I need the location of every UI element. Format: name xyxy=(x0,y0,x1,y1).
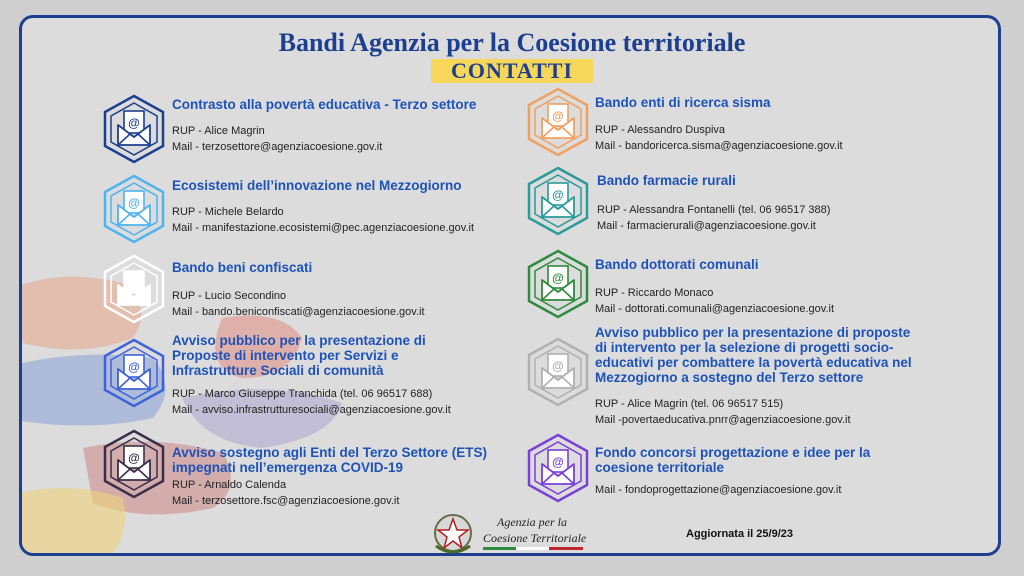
card-title: Ecosistemi dell’innovazione nel Mezzogiorno xyxy=(172,178,462,193)
mail-envelope-icon xyxy=(524,432,592,504)
card-rup: RUP - Alessandro Duspiva xyxy=(595,124,726,136)
card-rup: RUP - Michele Belardo xyxy=(172,206,284,218)
card-mail[interactable]: Mail - avviso.infrastrutturesociali@agenziacoesione.gov.it xyxy=(172,404,451,416)
svg-text:@: @ xyxy=(128,196,140,210)
card-title: Contrasto alla povertà educativa - Terzo settore xyxy=(172,97,477,112)
card-mail[interactable]: Mail - dottorati.comunali@agenziacoesione.gov.it xyxy=(595,303,835,315)
page-title: Bandi Agenzia per la Coesione territoriale xyxy=(278,28,746,57)
card-mail[interactable]: Mail - fondoprogettazione@agenziacoesione.gov.it xyxy=(595,484,842,496)
mail-envelope-icon xyxy=(524,86,592,158)
card-mail[interactable]: Mail - terzosettore@agenziacoesione.gov.it xyxy=(172,141,383,153)
card-title: Avviso pubblico per la presentazione di Proposte di intervento per Servizi e Infrastrutture Sociali di comunità xyxy=(172,333,426,378)
card-rup: RUP - Alice Magrin (tel. 06 96517 515) xyxy=(595,398,784,410)
svg-text:@: @ xyxy=(552,455,564,469)
card-rup: RUP - Lucio Secondino xyxy=(172,290,287,302)
card-mail[interactable]: Mail - bando.beniconfiscati@agenziacoesione.gov.it xyxy=(172,306,425,318)
card-title: Avviso sostegno agli Enti del Terzo Settore (ETS) impegnati nell’emergenza COVID-19 xyxy=(172,445,488,475)
mail-envelope-icon xyxy=(100,173,168,245)
mail-envelope-icon xyxy=(524,248,592,320)
italian-flag-stripe xyxy=(483,547,583,550)
page-subtitle: CONTATTI xyxy=(431,59,593,83)
italian-republic-emblem-icon xyxy=(430,510,476,556)
card-rup: RUP - Marco Giuseppe Tranchida (tel. 06 96517 688) xyxy=(172,388,433,400)
mail-envelope-icon xyxy=(524,165,592,237)
card-title: Bando dottorati comunali xyxy=(595,257,759,272)
card-mail[interactable]: Mail - manifestazione.ecosistemi@pec.agenziacoesione.gov.it xyxy=(172,222,475,234)
card-mail[interactable]: Mail - terzosettore.fsc@agenziacoesione.gov.it xyxy=(172,495,400,507)
mail-envelope-icon xyxy=(100,428,168,500)
card-rup: RUP - Arnaldo Calenda xyxy=(172,479,287,491)
mail-envelope-icon xyxy=(100,93,168,165)
card-mail[interactable]: Mail -povertaeducativa.pnrr@agenziacoesione.gov.it xyxy=(595,414,851,426)
card-title: Fondo concorsi progettazione e idee per la coesione territoriale xyxy=(595,445,871,475)
svg-text:@: @ xyxy=(552,359,564,373)
card-rup: RUP - Alice Magrin xyxy=(172,125,265,137)
svg-text:@: @ xyxy=(552,271,564,285)
mail-envelope-icon xyxy=(100,253,168,325)
updated-date: Aggiornata il 25/9/23 xyxy=(686,528,793,540)
svg-text:@: @ xyxy=(128,451,140,465)
mail-envelope-icon xyxy=(100,337,168,409)
svg-text:@: @ xyxy=(552,188,564,202)
card-title: Bando enti di ricerca sisma xyxy=(595,95,771,110)
card-title: Bando beni confiscati xyxy=(172,260,313,275)
card-title: Avviso pubblico per la presentazione di proposte di intervento per la selezione di progetti socio-educativi per combattere la povertà educativa nel Mezzogiorno a sostegno del Terzo settore xyxy=(595,325,912,385)
svg-text:@: @ xyxy=(128,116,140,130)
card-title: Bando farmacie rurali xyxy=(597,173,736,188)
agency-logo-text: Agenzia per la Coesione Territoriale xyxy=(483,514,586,550)
card-mail[interactable]: Mail - farmacierurali@agenziacoesione.gov.it xyxy=(597,220,816,232)
card-mail[interactable]: Mail - bandoricerca.sisma@agenziacoesione.gov.it xyxy=(595,140,843,152)
svg-text:@: @ xyxy=(128,276,140,290)
svg-text:@: @ xyxy=(128,360,140,374)
mail-envelope-icon xyxy=(524,336,592,408)
card-rup: RUP - Alessandra Fontanelli (tel. 06 96517 388) xyxy=(597,204,831,216)
svg-text:@: @ xyxy=(552,109,564,123)
card-rup: RUP - Riccardo Monaco xyxy=(595,287,714,299)
